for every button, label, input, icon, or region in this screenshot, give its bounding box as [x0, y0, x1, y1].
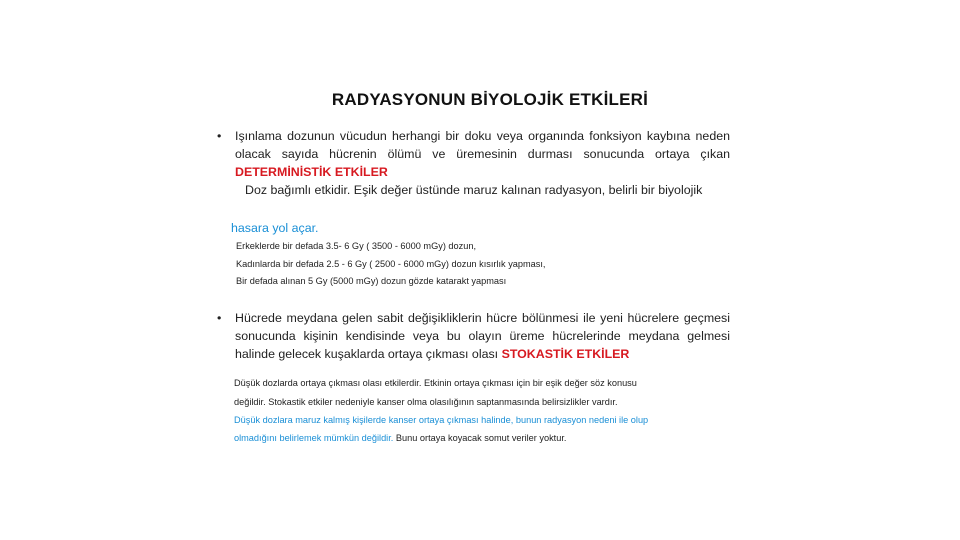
stochastic-highlight: STOKASTİK ETKİLER — [501, 347, 630, 361]
deterministic-highlight: DETERMİNİSTİK ETKİLER — [235, 165, 388, 179]
bullet-dot: • — [217, 129, 222, 143]
slide-title: RADYASYONUN BİYOLOJİK ETKİLERİ — [331, 90, 649, 109]
stochastic-note: Düşük dozlarda ortaya çıkması olası etkilerdir. Etkinin ortaya çıkması için bir eşik değer söz konusu — [234, 378, 637, 388]
example-line: Kadınlarda bir defada 2.5 - 6 Gy ( 2500 - 6000 mGy) dozun kısırlık yapması, — [236, 259, 546, 269]
stochastic-note: değildir. Stokastik etkiler nedeniyle kanser olma olasılığının saptanmasında belirsizlikler vardır. — [234, 397, 618, 407]
stochastic-note-blue: Düşük dozlara maruz kalmış kişilerde kanser ortaya çıkması halinde, bunun radyasyon nedeni ile olup — [234, 415, 649, 425]
deterministic-description-cont: hasara yol açar. — [231, 221, 319, 235]
deterministic-description: Doz bağımlı etkidir. Eşik değer üstünde maruz kalınan radyasyon, belirli bir biyolojik — [245, 183, 703, 197]
example-line: Bir defada alınan 5 Gy (5000 mGy) dozun gözde katarakt yapması — [236, 276, 507, 286]
deterministic-text: Işınlama dozunun vücudun herhangi bir doku veya organında fonksiyon kaybına neden olacak sayıda hücrenin ölümü ve üremesinin durması sonucunda ortaya çıkan DETERMİNİSTİK ETKİLER — [235, 129, 730, 179]
bullet-stochastic — [218, 309, 730, 363]
bullet-deterministic — [218, 127, 730, 181]
bullet-dot: • — [217, 311, 222, 325]
stochastic-note-last: olmadığını belirlemek mümkün değildir. Bunu ortaya koyacak somut veriler yoktur. — [234, 433, 567, 443]
example-line: Erkeklerde bir defada 3.5- 6 Gy ( 3500 - 6000 mGy) dozun, — [236, 241, 477, 251]
stochastic-text: Hücrede meydana gelen sabit değişikliklerin hücre bölünmesi ile yeni hücrelere geçmesi sonucunda kişinin kendisinde veya bu olayın üreme hücrelerinde meydana gelmesi halinde gelecek kuşaklarda ortaya çıkması olası STOKASTİK ETKİLER — [235, 311, 730, 361]
